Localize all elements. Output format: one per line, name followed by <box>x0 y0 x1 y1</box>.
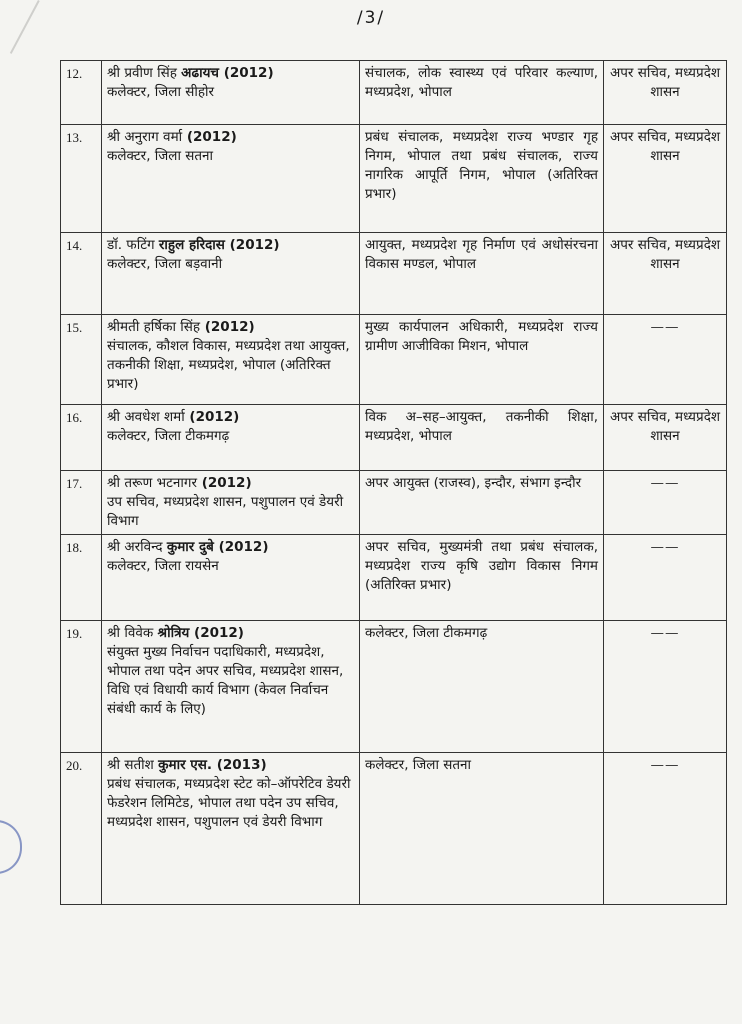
additional-designation-cell: अपर सचिव, मध्यप्रदेश शासन <box>604 233 727 315</box>
officer-batch: (2012) <box>219 65 274 81</box>
current-post: कलेक्टर, जिला सतना <box>107 148 214 164</box>
table-row <box>61 233 727 315</box>
officer-cell <box>102 753 360 905</box>
table-row <box>61 621 727 753</box>
ink-stamp-mark <box>0 820 22 874</box>
table-row <box>61 125 727 233</box>
officer-batch: (2012) <box>189 625 244 641</box>
serial-number-cell: 13. <box>61 125 102 233</box>
officer-cell <box>102 535 360 621</box>
officer-name-bold-part: राहुल <box>158 237 185 253</box>
current-post: कलेक्टर, जिला सीहोर <box>107 84 215 100</box>
table-row <box>61 535 727 621</box>
officer-batch: एस. (2013) <box>185 757 267 773</box>
new-posting-cell: विक अ–सह–आयुक्त, तकनीकी शिक्षा, मध्यप्रदेश, भोपाल <box>360 405 604 471</box>
officer-batch: (2012) <box>197 475 252 491</box>
officer-name-part: श्री अनुराग वर्मा <box>107 129 183 145</box>
new-posting-cell: अपर आयुक्त (राजस्व), इन्दौर, संभाग इन्दौर <box>360 471 604 535</box>
officer-cell <box>102 471 360 535</box>
officer-name <box>107 538 354 557</box>
officer-name <box>107 474 354 493</box>
officer-name <box>107 624 354 643</box>
officer-cell <box>102 405 360 471</box>
officer-name-bold-part: श्रोत्रिय <box>157 625 190 641</box>
officer-name-part: श्री प्रवीण सिंह <box>107 65 182 81</box>
additional-designation-cell: अपर सचिव, मध्यप्रदेश शासन <box>604 61 727 125</box>
serial-number-cell: 14. <box>61 233 102 315</box>
table-row <box>61 753 727 905</box>
serial-number-cell: 18. <box>61 535 102 621</box>
officer-batch: हरिदास (2012) <box>184 237 280 253</box>
table-body <box>61 61 727 905</box>
page-number: /3/ <box>356 8 386 28</box>
table-row <box>61 315 727 405</box>
officer-name-part: श्री अरविन्द <box>107 539 167 555</box>
additional-designation-cell: —— <box>604 753 727 905</box>
new-posting-cell: प्रबंध संचालक, मध्यप्रदेश राज्य भण्डार गृह निगम, भोपाल तथा प्रबंध संचालक, राज्य नागरिक आपूर्ति निगम, भोपाल (अतिरिक्त प्रभार) <box>360 125 604 233</box>
current-post: कलेक्टर, जिला टीकमगढ़ <box>107 428 230 444</box>
officer-name-part: श्री विवेक <box>107 625 158 641</box>
officer-name <box>107 236 354 255</box>
additional-designation-cell: —— <box>604 471 727 535</box>
officer-name <box>107 128 354 147</box>
new-posting-cell: अपर सचिव, मुख्यमंत्री तथा प्रबंध संचालक, मध्यप्रदेश राज्य कृषि उद्योग विकास निगम (अतिरिक्त प्रभार) <box>360 535 604 621</box>
officer-name-bold-part: अढायच <box>181 65 219 81</box>
serial-number-cell: 19. <box>61 621 102 753</box>
officer-name <box>107 318 354 337</box>
officer-name-bold-part: कुमार <box>166 539 195 555</box>
current-post: संयुक्त मुख्य निर्वाचन पदाधिकारी, मध्यप्रदेश, भोपाल तथा पदेन अपर सचिव, मध्यप्रदेश शासन, विधि एवं विधायी कार्य विभाग (केवल निर्वाचन संबंधी कार्य के लिए) <box>107 644 344 717</box>
officer-cell <box>102 315 360 405</box>
officer-name-part: श्री तरूण भटनागर <box>107 475 197 491</box>
current-post: उप सचिव, मध्यप्रदेश शासन, पशुपालन एवं डेयरी विभाग <box>107 494 344 529</box>
officer-cell <box>102 125 360 233</box>
current-post: कलेक्टर, जिला बड़वानी <box>107 256 223 272</box>
additional-designation-cell: अपर सचिव, मध्यप्रदेश शासन <box>604 405 727 471</box>
officer-name-part: श्री अवधेश शर्मा <box>107 409 185 425</box>
table-row <box>61 471 727 535</box>
new-posting-cell: कलेक्टर, जिला सतना <box>360 753 604 905</box>
table-row <box>61 61 727 125</box>
officer-cell <box>102 61 360 125</box>
additional-designation-cell: —— <box>604 621 727 753</box>
current-post: प्रबंध संचालक, मध्यप्रदेश स्टेट को–ऑपरेटिव डेयरी फेडरेशन लिमिटेड, भोपाल तथा पदेन उप सचिव, मध्यप्रदेश शासन, पशुपालन एवं डेयरी विभाग <box>107 776 351 830</box>
table-row <box>61 405 727 471</box>
serial-number-cell: 17. <box>61 471 102 535</box>
officer-batch: (2012) <box>182 129 237 145</box>
officer-batch: (2012) <box>200 319 255 335</box>
serial-number-cell: 12. <box>61 61 102 125</box>
officer-name-bold-part: कुमार <box>158 757 186 773</box>
officer-name <box>107 408 354 427</box>
serial-number-cell: 16. <box>61 405 102 471</box>
additional-designation-cell: अपर सचिव, मध्यप्रदेश शासन <box>604 125 727 233</box>
current-post: कलेक्टर, जिला रायसेन <box>107 558 219 574</box>
new-posting-cell: कलेक्टर, जिला टीकमगढ़ <box>360 621 604 753</box>
new-posting-cell: संचालक, लोक स्वास्थ्य एवं परिवार कल्याण, मध्यप्रदेश, भोपाल <box>360 61 604 125</box>
transfer-orders-table <box>60 60 727 905</box>
current-post: संचालक, कौशल विकास, मध्यप्रदेश तथा आयुक्त, तकनीकी शिक्षा, मध्यप्रदेश, भोपाल (अतिरिक्त प्रभार) <box>107 338 350 392</box>
officer-batch: दुबे (2012) <box>194 539 269 555</box>
serial-number-cell: 20. <box>61 753 102 905</box>
officer-batch: (2012) <box>184 409 240 425</box>
new-posting-cell: आयुक्त, मध्यप्रदेश गृह निर्माण एवं अधोसंरचना विकास मण्डल, भोपाल <box>360 233 604 315</box>
officer-name <box>107 756 354 775</box>
officer-name-part: श्रीमती हर्षिका सिंह <box>107 319 201 335</box>
additional-designation-cell: —— <box>604 535 727 621</box>
officer-name <box>107 64 354 83</box>
officer-name-part: श्री सतीश <box>107 757 159 773</box>
new-posting-cell: मुख्य कार्यपालन अधिकारी, मध्यप्रदेश राज्य ग्रामीण आजीविका मिशन, भोपाल <box>360 315 604 405</box>
officer-cell <box>102 621 360 753</box>
officer-name-part: डॉ. फटिंग <box>107 237 159 253</box>
additional-designation-cell: —— <box>604 315 727 405</box>
serial-number-cell: 15. <box>61 315 102 405</box>
officer-cell <box>102 233 360 315</box>
